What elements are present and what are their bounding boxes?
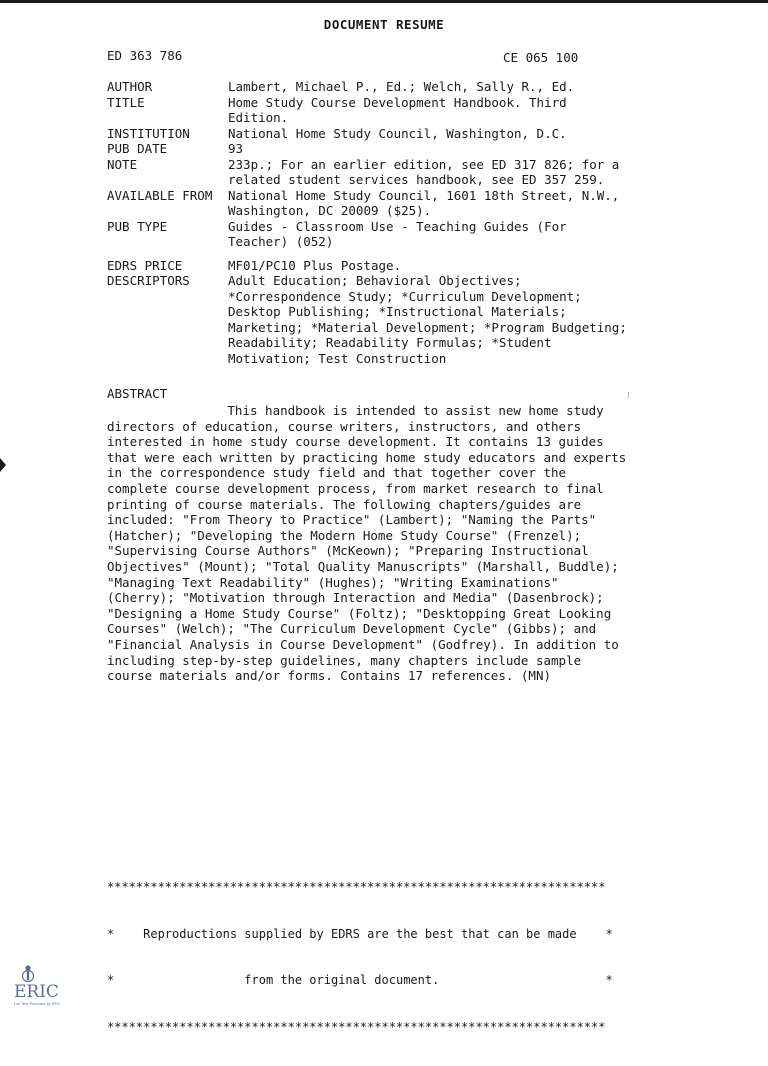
notice-border-top: ********************************************************************* — [107, 880, 606, 894]
field-value: Adult Education; Behavioral Objectives; *Correspondence Study; *Curriculum Development; Desktop Publishing; *Instructional Materials; Marketing; *Material Development; *Program Budgeting; Readability; Readability Formulas; *Student Motivation; Test Construction — [228, 273, 627, 366]
ed-number: ED 363 786 — [107, 48, 183, 63]
field-value: 233p.; For an earlier edition, see ED 317 826; for a related student services handbook, see ED 357 259. — [228, 156, 620, 187]
notice-line-1: * Reproductions supplied by EDRS are the best that can be made * — [107, 926, 613, 941]
field-label: PUB TYPE — [107, 218, 168, 234]
field-descriptors — [107, 273, 667, 366]
metadata-fields — [107, 79, 667, 366]
field-label: NOTE — [107, 156, 138, 172]
field-label: PUB DATE — [107, 141, 168, 156]
field-value: National Home Study Council, 1601 18th Street, N.W., Washington, DC 20009 ($25). — [228, 187, 620, 218]
ce-number: CE 065 100 — [503, 50, 579, 65]
field-label: INSTITUTION — [107, 125, 190, 141]
field-label: AUTHOR — [107, 79, 153, 94]
field-value: Guides - Classroom Use - Teaching Guides (For Teacher) (052) — [228, 218, 567, 249]
eric-logo-tagline: Full Text Provided by ERIC — [14, 1002, 61, 1006]
field-institution — [107, 126, 667, 142]
field-author — [107, 79, 667, 95]
field-label: EDRS PRICE — [107, 257, 183, 273]
abstract-text: This handbook is intended to assist new home study directors of education, course writers, instructors, and others interested in home study course development. It contains 13 guides that were each written by practicing home study educators and experts in the correspondence study field and that together cover the complete course development process, from market research to final printing of course materials. The following chapters/guides are included: "From Theory to Practice" (Lambert); "Naming the Parts" (Hatcher); "Developing the Modern Home Study Course" (Frenzel); "Supervising Course Authors" (McKeown); "Preparing Instructional Objectives" (Mount); "Total Quality Manuscripts" (Marshall, Buddle); "Managing Text Readability" (Hughes); "Writing Examinations" (Cherry); "Motivation through Interaction and Media" (Dasenbrock); "Designing a Home Study Course" (Foltz); "Desktopping Great Looking Courses" (Welch); "The Curriculum Development Cycle" (Gibbs); and "Financial Analysis in Course Development" (Godfrey). In addition to including step-by-step guidelines, many chapters include sample course materials and/or forms. Contains 17 references. (MN) — [107, 403, 627, 684]
field-available-from — [107, 188, 667, 219]
reproduction-notice — [107, 849, 652, 1066]
field-value: National Home Study Council, Washington, D.C. — [228, 125, 567, 141]
field-spacer — [107, 250, 667, 258]
eric-logo — [12, 964, 68, 1008]
notice-border-bottom: ********************************************************************* — [107, 1019, 606, 1034]
field-note — [107, 157, 667, 188]
field-pub-date — [107, 141, 667, 157]
document-title: DOCUMENT RESUME — [323, 17, 445, 32]
field-value: MF01/PC10 Plus Postage. — [228, 257, 402, 273]
eric-logo-mark-icon — [23, 965, 34, 981]
notice-line-2: * from the original document. * — [107, 973, 613, 987]
field-pub-type — [107, 219, 667, 250]
field-value: Lambert, Michael P., Ed.; Welch, Sally R., Ed. — [228, 79, 575, 94]
field-label: AVAILABLE FROM — [107, 187, 213, 203]
field-value: 93 — [228, 141, 244, 156]
field-title — [107, 95, 667, 126]
field-label: DESCRIPTORS — [107, 273, 190, 288]
field-value: Home Study Course Development Handbook. Third Edition. — [228, 94, 567, 125]
scan-speck — [628, 392, 629, 398]
eric-logo-text: ERIC — [14, 982, 59, 1002]
field-label: TITLE — [107, 94, 145, 110]
top-rule — [0, 0, 768, 3]
margin-arrow-mark — [0, 458, 6, 472]
field-edrs-price — [107, 258, 667, 274]
abstract-label: ABSTRACT — [107, 386, 168, 401]
